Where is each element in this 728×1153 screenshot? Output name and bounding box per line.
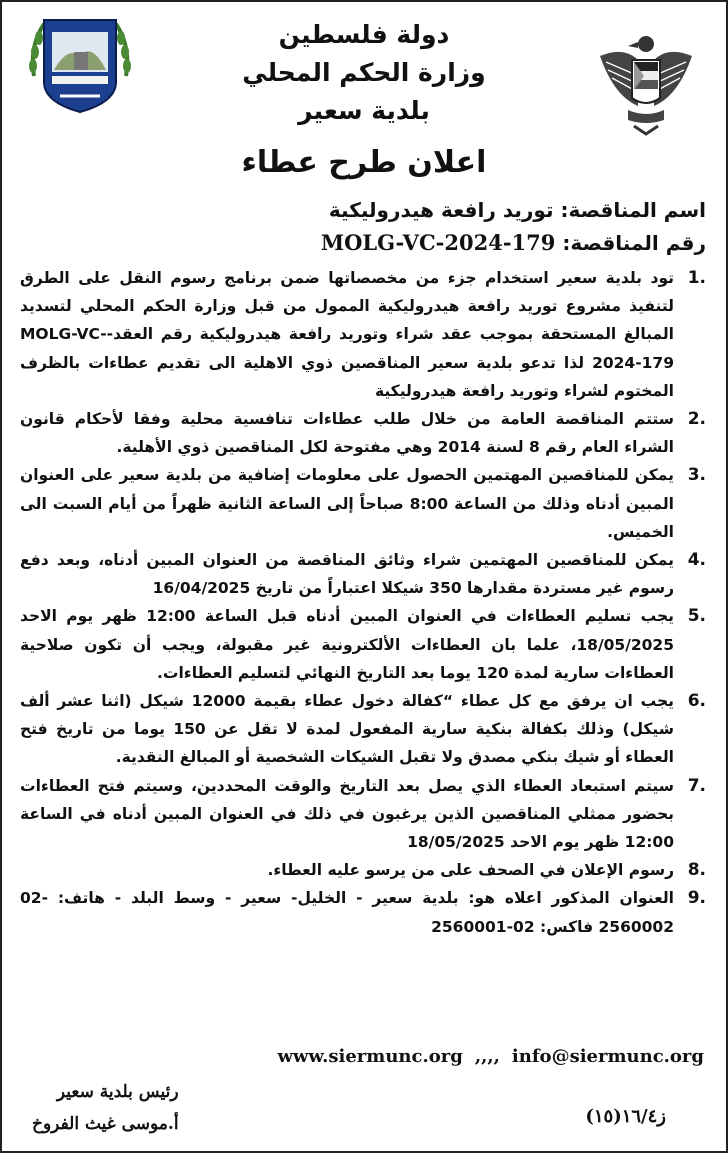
contact-line: [2, 1046, 704, 1067]
terms-list: [20, 264, 706, 941]
contact-email[interactable]: info@siermunc.org: [511, 1046, 704, 1067]
list-item: [20, 687, 706, 772]
tender-name: [22, 198, 706, 222]
list-item-text: سيتم استبعاد العطاء الذي يصل بعد التاريخ والوقت المحددين، وسيتم فتح العطاءات بحضور ممثلي المناقصين الذين يرغبون في ذلك في العنوان المبين أدناه في الساعة 12:00 ظهر يوم الاحد 18/05/2025: [20, 776, 674, 852]
ministry-name: وزارة الحكم المحلي: [242, 58, 486, 87]
tender-number-label: رقم المناقصة:: [562, 231, 706, 255]
signature-role: رئيس بلدية سعير: [56, 1082, 179, 1102]
list-item: [20, 772, 706, 857]
list-item-number: .9: [687, 888, 706, 909]
list-item-number: .1: [687, 268, 706, 288]
municipality-name: بلدية سعير: [298, 96, 430, 125]
list-item: [20, 264, 706, 405]
list-item-text: يمكن للمناقصين المهتمين الحصول على معلومات إضافية من بلدية سعير على العنوان المبين أدناه وذلك من الساعة 8:00 صباحاً إلى الساعة الثانية ظهراً من أيام السبت الى الخميس.: [20, 466, 674, 541]
list-item: [20, 461, 706, 546]
tender-name-value: توريد رافعة هيدروليكية: [328, 198, 554, 222]
announcement-title: اعلان طرح عطاء: [241, 145, 487, 180]
list-item: [20, 546, 706, 602]
list-item-number: .7: [687, 775, 706, 796]
contact-website[interactable]: www.siermunc.org: [277, 1046, 463, 1067]
list-item: [20, 856, 706, 884]
list-item: [20, 405, 706, 461]
list-item-text: تود بلدية سعير استخدام جزء من مخصصاتها ضمن برنامج رسوم النقل على الطرق لتنفيذ مشروع توريد رافعة هيدروليكية الممول من قبل وزارة الحكم المحلي لتسديد المبالغ المستحقة بموجب عقد شراء وتوريد رافعة هيدروليكية رقم العقد-MOLG-VC-2024-179 لذا تدعو بلدية سعير المناقصين ذوي الاهلية الى تقديم عطاءات بالظرف المختوم لشراء وتوريد رافعة هيدروليكية: [20, 269, 674, 400]
tender-number-value: MOLG-VC-2024-179: [320, 230, 556, 255]
signature-block: [32, 1076, 179, 1140]
list-item-number: .3: [687, 465, 706, 486]
list-item-text: يجب تسليم العطاءات في العنوان المبين أدناه قبل الساعة 12:00 ظهر يوم الاحد 18/05/2025، علما بان العطاءات الألكترونية غير مقبولة، ويجب أن تكون صلاحية العطاءات سارية لمدة 120 يوما بعد التاريخ النهائي لتسليم العطاءات.: [20, 607, 674, 682]
list-item-text: يجب ان يرفق مع كل عطاء “كفالة دخول عطاء بقيمة 12000 شيكل (اثنا عشر ألف شيكل) وذلك بكفالة بنكية سارية المفعول لمدة لا تقل عن 150 يوما من تاريخ فتح العطاء أو شيك بنكي مصدق ولا تقبل الشيكات الشخصية أو المبالغ النقدية.: [20, 692, 674, 767]
list-item-text: يمكن للمناقصين المهتمين شراء وثائق المناقصة من العنوان المبين أدناه، وبعد دفع رسوم غير مستردة مقدارها 350 شيكلا اعتباراً من تاريخ 16/04/2025: [20, 551, 674, 598]
list-item-text: العنوان المذكور اعلاه هو: بلدية سعير - الخليل- سعير - وسط البلد - هاتف: -02 2560002 فاكس: 02-2560001: [20, 889, 674, 936]
list-item-text: رسوم الإعلان في الصحف على من يرسو عليه العطاء.: [267, 861, 674, 880]
country-name: دولة فلسطين: [278, 20, 450, 49]
list-item-number: .8: [687, 860, 706, 881]
signature-name: أ.موسى غيث الفروخ: [32, 1114, 179, 1134]
tender-name-label: اسم المناقصة:: [560, 198, 706, 222]
list-item-number: .5: [687, 606, 706, 627]
municipality-logo: [24, 16, 136, 116]
list-item-number: .6: [687, 691, 706, 712]
list-item-number: .4: [687, 550, 706, 571]
letterhead: [152, 16, 576, 130]
contact-separator: ,,,,: [474, 1046, 500, 1067]
tender-number: [22, 230, 706, 255]
palestine-eagle-emblem: [594, 26, 698, 136]
reference-code: ز١٦/٤(١٥): [585, 1106, 666, 1127]
list-item-number: .2: [687, 409, 706, 430]
list-item-text: ستتم المناقصة العامة من خلال طلب عطاءات تنافسية محلية وفقا لأحكام قانون الشراء العام رقم 8 لسنة 2014 وهي مفتوحة لكل المناقصين ذوي الأهلية.: [20, 410, 674, 457]
list-item: [20, 602, 706, 687]
list-item: [20, 884, 706, 940]
